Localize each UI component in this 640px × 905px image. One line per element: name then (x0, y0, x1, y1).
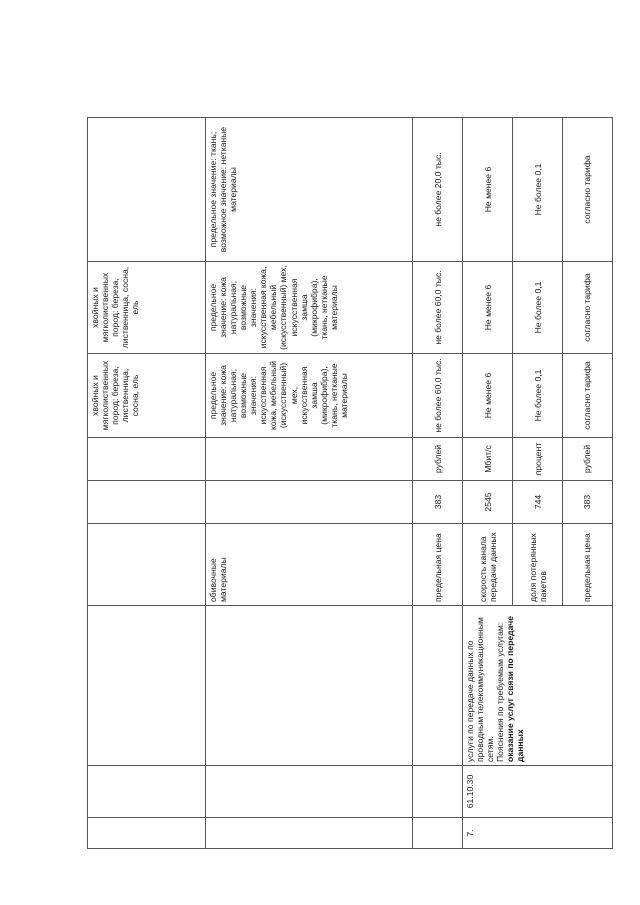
cell-characteristic: обивочные материалы (206, 524, 413, 606)
requirements-table (87, 117, 613, 849)
cell-value-3: Не менее 6 (463, 118, 513, 262)
table-row (206, 118, 413, 849)
cell-value-1: согласно тарифа (563, 354, 613, 438)
cell-unit-code (88, 481, 206, 524)
cell-value-2: не более 60,0 тыс. (413, 262, 463, 354)
rotated-page (87, 118, 613, 849)
cell-number (88, 818, 206, 849)
cell-value-2: Не менее 6 (463, 262, 513, 354)
cell-code (413, 766, 463, 818)
cell-unit-code: 2545 (463, 481, 513, 524)
cell-unit (88, 438, 206, 481)
table-row (88, 118, 206, 849)
cell-value-1: Не менее 6 (463, 354, 513, 438)
cell-value-3: не более 20,0 тыс. (413, 118, 463, 262)
cell-number (413, 818, 463, 849)
cell-code (88, 766, 206, 818)
cell-unit-code: 744 (513, 481, 563, 524)
cell-value-1: предельное значение: кожа натуральная; возможные значения: искусственная кожа, мебельный (искусственный) мех, искусственная замша (микрофибра), ткань, нетканые материалы (206, 354, 413, 438)
cell-name (413, 606, 463, 766)
cell-value-3: согласно тарифа (563, 118, 613, 262)
cell-characteristic: предельная цена (563, 524, 613, 606)
cell-name (88, 606, 206, 766)
cell-value-3 (88, 118, 206, 262)
cell-code (206, 766, 413, 818)
table-row (463, 118, 513, 849)
cell-value-1: не более 60,0 тыс. (413, 354, 463, 438)
cell-unit-code: 383 (413, 481, 463, 524)
cell-characteristic (88, 524, 206, 606)
cell-unit: рублей (563, 438, 613, 481)
service-note: Пояснения по требуемым услугам: (495, 622, 506, 762)
cell-value-2: согласно тарифа (563, 262, 613, 354)
cell-value-1: Не более 0,1 (513, 354, 563, 438)
cell-unit-code (206, 481, 413, 524)
cell-value-3: предельное значение: ткань; возможное значение: нетканые материалы (206, 118, 413, 262)
cell-value-2: Не более 0,1 (513, 262, 563, 354)
cell-name (206, 606, 413, 766)
service-note-bold: оказание услуг связи по передаче данных (505, 616, 526, 762)
cell-code: 61.10.30 (463, 766, 613, 818)
cell-value-2: предельное значение: кожа натуральная; возможные значения: искусственная кожа, мебельный (искусственный) мех, искусственная замша (микрофибра), ткань, нетканые материалы (206, 262, 413, 354)
cell-unit (206, 438, 413, 481)
cell-value-1: хвойных и мягколиственных пород: береза, лиственница, сосна, ель (88, 354, 206, 438)
cell-number: 7. (463, 818, 613, 849)
cell-unit: Мбит/с (463, 438, 513, 481)
cell-value-3: Не более 0,1 (513, 118, 563, 262)
cell-unit: рублей (413, 438, 463, 481)
cell-name (463, 606, 613, 766)
cell-characteristic: предельная цена (413, 524, 463, 606)
cell-number (206, 818, 413, 849)
cell-characteristic: доля потерянных пакетов (513, 524, 563, 606)
cell-value-2: хвойных и мягколиственных пород: береза, лиственница, сосна, ель (88, 262, 206, 354)
table-row (413, 118, 463, 849)
cell-unit: процент (513, 438, 563, 481)
service-name: услуги по передаче данных по проводным телекоммуникационным сетям. (465, 617, 496, 762)
cell-unit-code: 383 (563, 481, 613, 524)
cell-characteristic: скорость канала передачи данных (463, 524, 513, 606)
